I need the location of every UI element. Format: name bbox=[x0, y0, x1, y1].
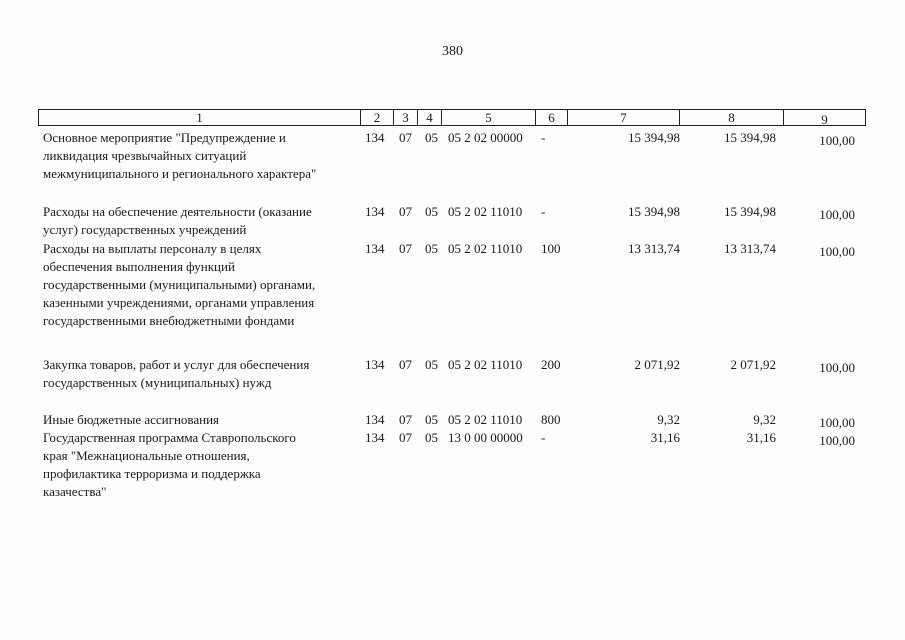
column-header-5: 5 bbox=[442, 110, 536, 125]
cell-expense-type: - bbox=[541, 204, 546, 219]
cell-percent: 100,00 bbox=[819, 433, 855, 448]
cell-section: 07 bbox=[399, 130, 412, 145]
page-number: 380 bbox=[442, 44, 463, 59]
cell-executed: 15 394,98 bbox=[724, 130, 776, 145]
cell-ministry: 134 bbox=[365, 204, 385, 219]
cell-executed: 9,32 bbox=[753, 412, 776, 427]
cell-subsection: 05 bbox=[425, 241, 438, 256]
cell-subsection: 05 bbox=[425, 204, 438, 219]
cell-target-code: 05 2 02 11010 bbox=[448, 204, 523, 219]
cell-planned: 2 071,92 bbox=[634, 357, 680, 372]
cell-executed: 15 394,98 bbox=[724, 204, 776, 219]
cell-percent: 100,00 bbox=[819, 415, 855, 430]
cell-planned: 15 394,98 bbox=[628, 130, 680, 145]
cell-ministry: 134 bbox=[365, 412, 385, 427]
cell-expense-type: - bbox=[541, 430, 546, 445]
cell-target-code: 05 2 02 11010 bbox=[448, 357, 523, 372]
cell-executed: 13 313,74 bbox=[724, 241, 776, 256]
column-header-4: 4 bbox=[418, 110, 442, 125]
column-header-6: 6 bbox=[536, 110, 568, 125]
cell-subsection: 05 bbox=[425, 130, 438, 145]
cell-executed: 2 071,92 bbox=[730, 357, 776, 372]
cell-subsection: 05 bbox=[425, 430, 438, 445]
table-header-row bbox=[38, 109, 866, 126]
cell-expense-type: 100 bbox=[541, 241, 561, 256]
cell-planned: 31,16 bbox=[650, 430, 680, 445]
cell-section: 07 bbox=[399, 241, 412, 256]
cell-section: 07 bbox=[399, 412, 412, 427]
cell-expense-type: 200 bbox=[541, 357, 561, 372]
cell-percent: 100,00 bbox=[819, 133, 855, 148]
cell-section: 07 bbox=[399, 357, 412, 372]
cell-section: 07 bbox=[399, 204, 412, 219]
row-name: Иные бюджетные ассигнования bbox=[43, 412, 220, 427]
cell-expense-type: - bbox=[541, 130, 546, 145]
row-name: Расходы на выплаты персоналу в целях обеспечения выполнения функций государственными (муниципальными) органами, казенными учреждениями, органами управления государственными внебюджетными фондами bbox=[43, 241, 316, 328]
cell-planned: 9,32 bbox=[657, 412, 680, 427]
column-header-7: 7 bbox=[568, 110, 680, 125]
cell-target-code: 05 2 02 11010 bbox=[448, 241, 523, 256]
row-name: Расходы на обеспечение деятельности (оказание услуг) государственных учреждений bbox=[43, 204, 312, 237]
column-header-3: 3 bbox=[394, 110, 418, 125]
cell-percent: 100,00 bbox=[819, 207, 855, 222]
cell-expense-type: 800 bbox=[541, 412, 561, 427]
cell-section: 07 bbox=[399, 430, 412, 445]
column-header-8: 8 bbox=[680, 110, 784, 125]
cell-planned: 13 313,74 bbox=[628, 241, 680, 256]
cell-ministry: 134 bbox=[365, 130, 385, 145]
cell-subsection: 05 bbox=[425, 357, 438, 372]
row-name: Основное мероприятие "Предупреждение и ликвидация чрезвычайных ситуаций межмуниципального и регионального характера" bbox=[43, 130, 317, 181]
row-name: Закупка товаров, работ и услуг для обеспечения государственных (муниципальных) нужд bbox=[43, 357, 310, 390]
cell-executed: 31,16 bbox=[746, 430, 776, 445]
cell-ministry: 134 bbox=[365, 241, 385, 256]
cell-target-code: 05 2 02 00000 bbox=[448, 130, 523, 145]
row-name: Государственная программа Ставропольского края "Межнациональные отношения, профилактика терроризма и поддержка казачества" bbox=[43, 430, 296, 499]
column-header-2: 2 bbox=[361, 110, 394, 125]
column-header-9: 9 bbox=[821, 112, 828, 127]
cell-subsection: 05 bbox=[425, 412, 438, 427]
cell-ministry: 134 bbox=[365, 357, 385, 372]
cell-target-code: 13 0 00 00000 bbox=[448, 430, 523, 445]
column-header-1: 1 bbox=[39, 110, 361, 125]
cell-target-code: 05 2 02 11010 bbox=[448, 412, 523, 427]
cell-planned: 15 394,98 bbox=[628, 204, 680, 219]
cell-percent: 100,00 bbox=[819, 244, 855, 259]
cell-percent: 100,00 bbox=[819, 360, 855, 375]
cell-ministry: 134 bbox=[365, 430, 385, 445]
